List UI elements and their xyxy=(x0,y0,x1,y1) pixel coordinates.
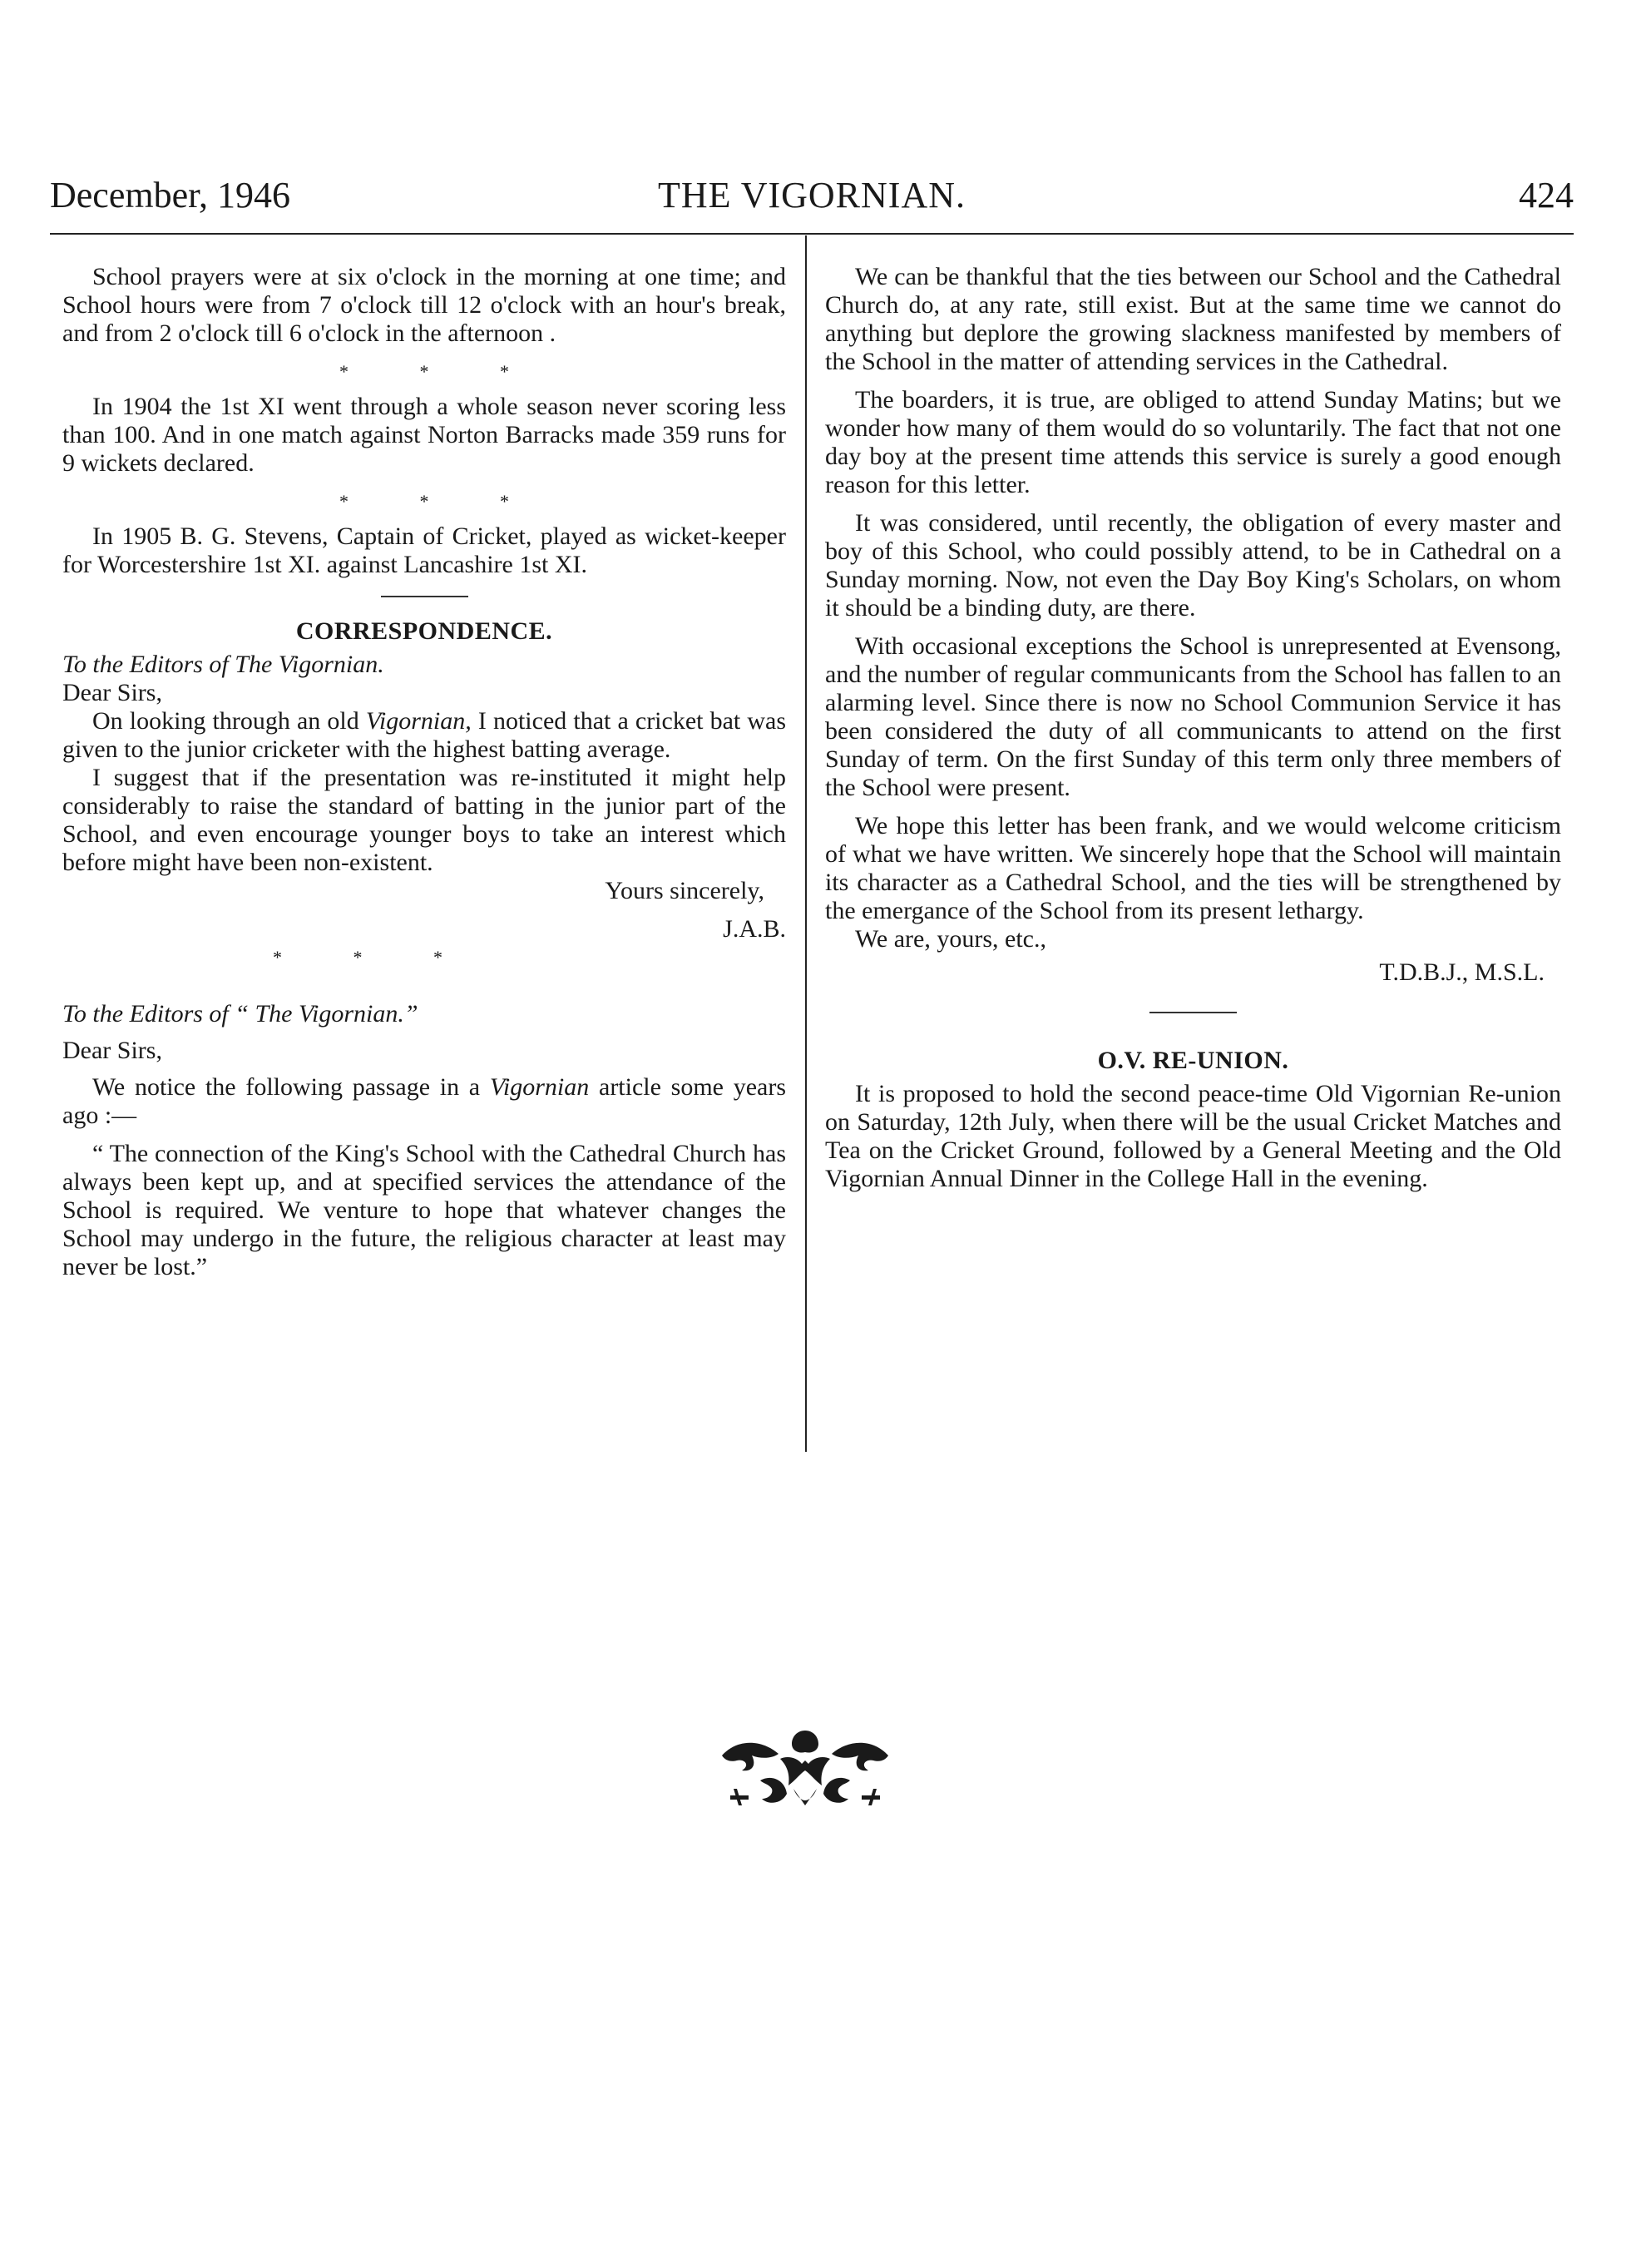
letter-paragraph: On looking through an old Vigornian, I noticed that a cricket bat was given to the junior cricketer with the highest batting average. xyxy=(62,707,786,763)
correspondence-heading: CORRESPONDENCE. xyxy=(295,617,553,645)
letter-paragraph: We notice the following passage in a Vigornian article some years ago :— xyxy=(62,1073,786,1129)
reunion-heading: O.V. RE-UNION. xyxy=(1097,1047,1289,1074)
letter-tdbj xyxy=(62,1000,786,1281)
paragraph-cathedral-ties: We can be thankful that the ties between our School and the Cathedral Church do, at any rate, still exist. But at the same time we cannot do anything but deplore the growing slackness manifested by members of the School in the matter of attending services in the Cathedral. xyxy=(825,263,1561,375)
paragraph-boarders: The boarders, it is true, are obliged to attend Sunday Matins; but we wonder how many of them would do so voluntarily. The fact that not one day boy at the present time attends this service is surely a good enough reason for this letter. xyxy=(825,386,1561,498)
letter-closing: Yours sincerely, xyxy=(605,877,764,904)
letter-signature: T.D.B.J., M.S.L. xyxy=(1379,958,1545,986)
section-rule xyxy=(381,596,468,597)
paragraph-obligation: It was considered, until recently, the obligation of every master and boy of this School, who could possibly attend, to be in Cathedral on a Sunday morning. Now, not even the Day Boy King's Scholars, on whom it should be a binding duty, are there. xyxy=(825,509,1561,621)
section-separator-stars: * * * xyxy=(339,361,542,382)
paragraph-frank: We hope this letter has been frank, and we would welcome criticism of what we have written. We sincerely hope that the School will maintain its character as a Cathedral School, and the ties will be strengthened by the emergance of the School from its present lethargy. xyxy=(825,812,1561,924)
letter-addressee: To the Editors of The Vigornian. xyxy=(62,651,384,678)
left-column xyxy=(62,263,786,1291)
letter-jab xyxy=(62,651,786,943)
quoted-passage: “ The connection of the King's School with the Cathedral Church has always been kept up, and at specified services the attendance of the School is required. We venture to hope that whatever changes the School may undergo in the future, the religious character at least may never be lost.” xyxy=(62,1140,786,1280)
section-rule xyxy=(1149,1012,1237,1013)
paragraph-1904-first-eleven: In 1904 the 1st XI went through a whole season never scoring less than 100. And in one match against Norton Barracks made 359 runs for 9 wickets declared. xyxy=(62,393,786,477)
paragraph-evensong: With occasional exceptions the School is unrepresented at Evensong, and the number of regular communicants from the School has fallen to an alarming level. Since there is now no School Communion Service it has been considered the duty of all communicants to attend on the first Sunday of term. On the first Sunday of this term only three members of the School were present. xyxy=(825,632,1561,801)
letter-signature: J.A.B. xyxy=(723,915,786,943)
issue-date: December, 1946 xyxy=(50,175,291,215)
section-separator-stars: * * * xyxy=(273,947,476,968)
page-header xyxy=(50,171,1574,220)
header-rule xyxy=(50,233,1574,235)
letter-salutation: Dear Sirs, xyxy=(62,1037,162,1064)
page-number: 424 xyxy=(1519,175,1574,215)
letter-paragraph: I suggest that if the presentation was re-instituted it might help considerably to raise the standard of batting in the junior part of the School, and even encourage younger boys to take an interest which before might have been non-existent. xyxy=(62,764,786,876)
letter-salutation: Dear Sirs, xyxy=(62,679,162,706)
letter-closing: We are, yours, etc., xyxy=(855,925,1046,953)
section-separator-stars: * * * xyxy=(339,491,542,512)
paragraph-1905-stevens: In 1905 B. G. Stevens, Captain of Cricket, played as wicket-keeper for Worcestershire 1st XI. against Lancashire 1st XI. xyxy=(62,522,786,578)
paragraph-reunion: It is proposed to hold the second peace-time Old Vigornian Re-union on Saturday, 12th July, when there will be the usual Cricket Matches and Tea on the Cricket Ground, followed by a General Meeting and the Old Vigornian Annual Dinner in the College Hall in the evening. xyxy=(825,1080,1561,1192)
paragraph-school-prayers: School prayers were at six o'clock in the morning at one time; and School hours were from 7 o'clock till 12 o'clock with an hour's break, and from 2 o'clock till 6 o'clock in the afternoon . xyxy=(62,263,786,347)
column-divider xyxy=(805,235,807,1452)
letter-addressee: To the Editors of “ The Vigornian.” xyxy=(62,1000,418,1028)
publication-title: THE VIGORNIAN. xyxy=(657,175,966,215)
right-column xyxy=(825,263,1561,1203)
decorative-tailpiece-icon xyxy=(714,1722,897,1814)
